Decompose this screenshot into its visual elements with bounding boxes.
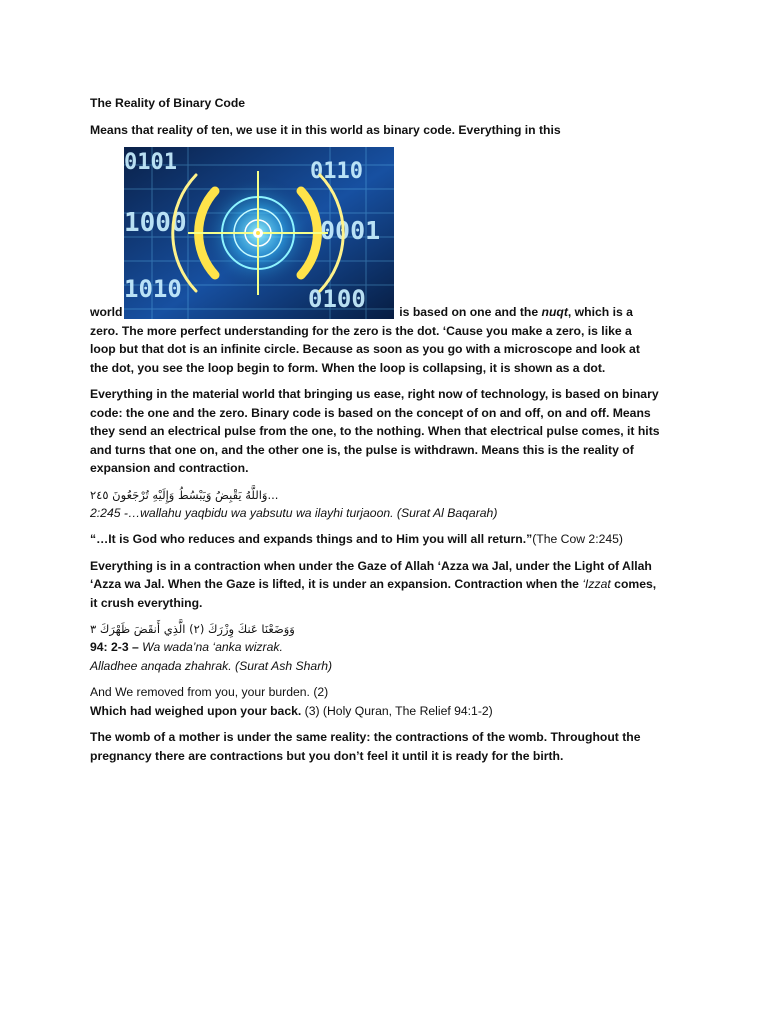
verse-transliteration (90, 638, 660, 657)
binary-code-illustration (124, 147, 394, 319)
arabic-verse-1: ...وَاللَّهُ يَقْبِضُ وَيَبْسُطُ وَإِلَيْهِ تُرْجَعُونَ ٢٤٥ (90, 487, 279, 502)
binary-digits-mid-left: 1000 (124, 208, 187, 238)
binary-digits-top-right: 0110 (310, 159, 363, 184)
quote-text: “…It is God who reduces and expands things and to Him you will all return.” (90, 532, 533, 546)
nuqt-term: nuqt (541, 305, 568, 319)
document-page (90, 94, 660, 773)
transliteration-1: 2:245 -…wallahu yaqbidu wa yabsutu wa ilayhi turjaoon. (Surat Al Baqarah) (90, 505, 498, 520)
contraction-text-a: Everything is in a contraction when under the Gaze of Allah ‘Azza wa Jal, under the Light of Allah ‘Azza wa Jal. When the Gaze is lifted, it is under an expansion. Contraction when the (90, 558, 652, 591)
izzat-term: ‘Izzat (582, 577, 611, 591)
quote-line (90, 530, 660, 549)
binary-digits-top-left: 0101 (124, 150, 177, 175)
contraction-paragraph (90, 557, 660, 613)
relief-line-2-bold: Which had weighed upon your back. (90, 703, 302, 718)
binary-paragraph: Everything in the material world that bringing us ease, right now of technology, is based on binary code: the one and the zero. Binary code is based on the concept of on and off, on and off. Means they send an electrical pulse from the one, to the nothing. When that electrical pulse comes, it hits and turns that one on, and the other one is, the pulse is withdrawn. Means this is the reality of expansion and contraction. (90, 387, 660, 475)
intro-paragraph: Means that reality of ten, we use it in this world as binary code. Everything in this (90, 122, 561, 137)
verse-translit-1: Wa wada’na ‘anka wizrak. (138, 640, 283, 654)
binary-digits-bottom-left: 1010 (124, 275, 182, 303)
arabic-verse-2: وَوَضَعْنَا عَنكَ وِزْرَكَ (٢) الَّذِي أَنقَضَ ظَهْرَكَ ٣ (90, 622, 295, 636)
after-image-text-1: is based on one and the (399, 305, 539, 319)
relief-line-2-ref: (3) (Holy Quran, The Relief 94:1-2) (301, 703, 493, 718)
quote-reference: (The Cow 2:245) (532, 532, 623, 546)
womb-paragraph: The womb of a mother is under the same reality: the contractions of the womb. Throughout the pregnancy there are contractions but you don’t feel it until it is ready for the birth. (90, 730, 641, 763)
document-title: The Reality of Binary Code (90, 96, 246, 110)
verse-translit-2: Alladhee anqada zhahrak. (Surat Ash Sharh) (90, 658, 333, 673)
world-word: world (90, 305, 123, 319)
relief-line-2 (90, 702, 660, 721)
contraction-text-b: comes, it crush everything. (90, 577, 657, 610)
verse-reference: 94: 2-3 – (90, 640, 139, 654)
binary-digits-bottom-right: 0100 (308, 285, 366, 313)
after-image-text-2: , which is a zero. The more perfect understanding for the zero is the dot. ‘Cause you make a zero, is like a loop but that dot is an infinite circle. Because as soon as you go with a microscope and look at the dot, you see the loop begin to form. When the loop is collapsing, it is shown as a dot. (90, 305, 640, 375)
binary-digits-mid-right: 0001 (320, 216, 381, 245)
relief-line-1: And We removed from you, your burden. (2) (90, 685, 329, 699)
